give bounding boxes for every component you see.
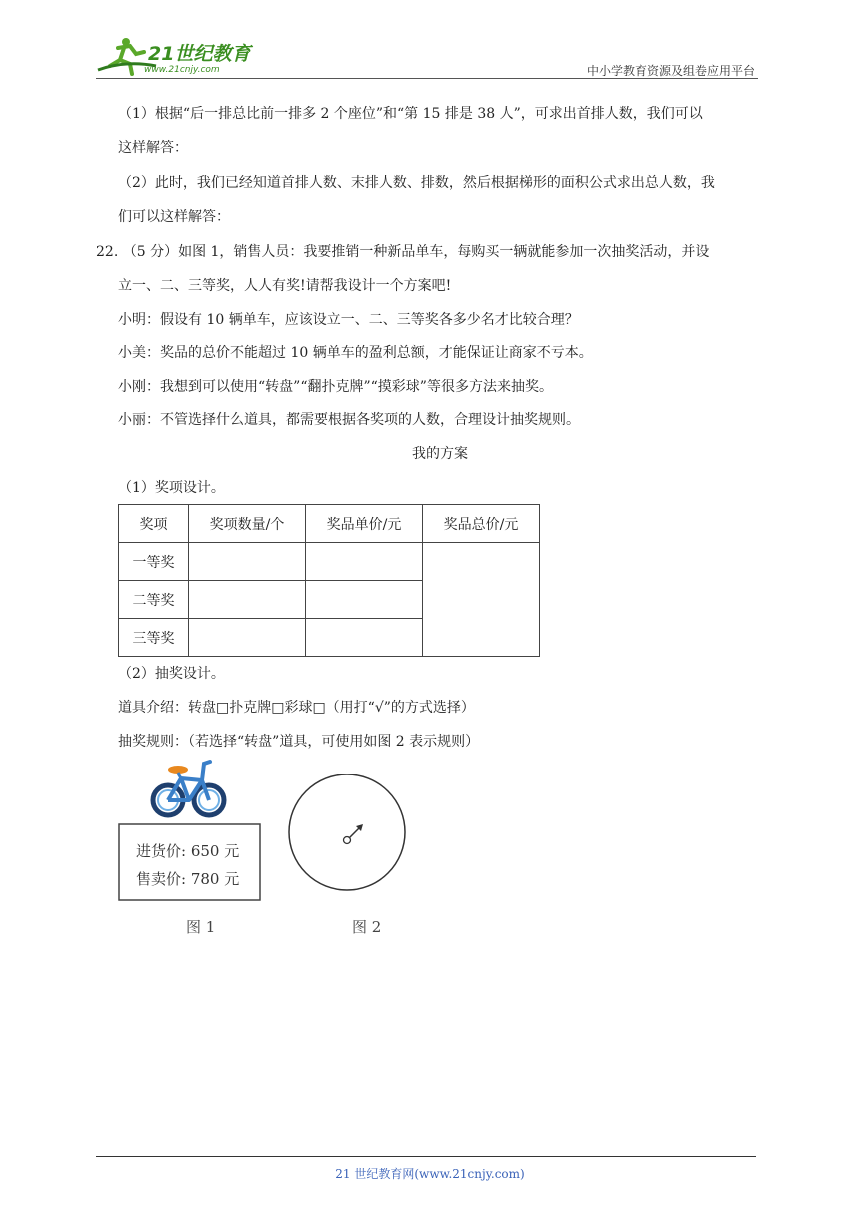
quantity-cell xyxy=(189,543,306,581)
solution-step-1-cont: 这样解答： xyxy=(118,140,188,156)
prize-level-cell: 一等奖 xyxy=(119,543,189,581)
total-price-cell xyxy=(423,543,540,657)
footer-site-link[interactable]: 21 世纪教育网(www.21cnjy.com) xyxy=(335,1167,525,1181)
question-22: 22. （5 分）如图 1，销售人员：我要推销一种新品单车，每购买一辆就能参加一次抽奖活动，并设 xyxy=(96,244,710,260)
header-platform-text: 中小学教育资源及组卷应用平台 xyxy=(586,64,755,78)
bicycle-icon xyxy=(118,756,262,946)
header-divider xyxy=(96,78,758,79)
table-header-cell: 奖项 xyxy=(119,505,189,543)
solution-step-2-cont: 们可以这样解答： xyxy=(118,209,230,225)
unit-price-cell xyxy=(306,543,423,581)
figure-1 xyxy=(118,756,262,946)
draw-rules: 抽奖规则：（若选择“转盘”道具，可使用如图 2 表示规则） xyxy=(118,734,480,750)
plan-title: 我的方案 xyxy=(412,446,468,462)
spinner-wheel-icon xyxy=(286,774,410,946)
figure-2 xyxy=(286,774,410,946)
svg-text:图 1: 图 1 xyxy=(186,918,216,936)
svg-text:进货价: 650 元: 进货价: 650 元 xyxy=(136,842,240,860)
table-header-cell: 奖品单价/元 xyxy=(306,505,423,543)
draw-design-heading: （2）抽奖设计。 xyxy=(118,666,225,682)
runner-logo-icon xyxy=(96,36,266,78)
prize-table xyxy=(118,504,540,657)
svg-text:www.21cnjy.com: www.21cnjy.com xyxy=(144,65,220,75)
xiaoli-text: 小丽：不管选择什么道具，都需要根据各奖项的人数，合理设计抽奖规则。 xyxy=(118,412,580,428)
solution-step-1: （1）根据“后一排总比前一排多 2 个座位”和“第 15 排是 38 人”，可求出首排人数，我们可以 xyxy=(118,106,703,122)
tools-intro: 道具介绍：转盘□扑克牌□彩球□（用打“√”的方式选择） xyxy=(118,700,475,716)
table-row xyxy=(119,543,540,581)
svg-text:售卖价: 780 元: 售卖价: 780 元 xyxy=(136,870,240,888)
table-header-row xyxy=(119,505,540,543)
xiaomei-text: 小美：奖品的总价不能超过 10 辆单车的盈利总额，才能保证让商家不亏本。 xyxy=(118,345,593,361)
prize-level-cell: 二等奖 xyxy=(119,581,189,619)
unit-price-cell xyxy=(306,619,423,657)
quantity-cell xyxy=(189,619,306,657)
site-logo xyxy=(96,36,266,78)
svg-text:图 2: 图 2 xyxy=(352,918,382,936)
xiaogang-text: 小刚：我想到可以使用“转盘”“翻扑克牌”“摸彩球”等很多方法来抽奖。 xyxy=(118,379,553,395)
prize-design-heading: （1）奖项设计。 xyxy=(118,480,225,496)
xiaoming-text: 小明：假设有 10 辆单车，应该设立一、二、三等奖各多少名才比较合理？ xyxy=(118,312,579,328)
table-header-cell: 奖项数量/个 xyxy=(189,505,306,543)
solution-step-2: （2）此时，我们已经知道首排人数、末排人数、排数，然后根据梯形的面积公式求出总人数，我 xyxy=(118,175,715,191)
quantity-cell xyxy=(189,581,306,619)
question-22-cont: 立一、二、三等奖，人人有奖!请帮我设计一个方案吧! xyxy=(118,278,452,294)
unit-price-cell xyxy=(306,581,423,619)
table-header-cell: 奖品总价/元 xyxy=(423,505,540,543)
footer-divider xyxy=(96,1156,756,1157)
svg-text:21世纪教育: 21世纪教育 xyxy=(148,43,251,65)
prize-level-cell: 三等奖 xyxy=(119,619,189,657)
